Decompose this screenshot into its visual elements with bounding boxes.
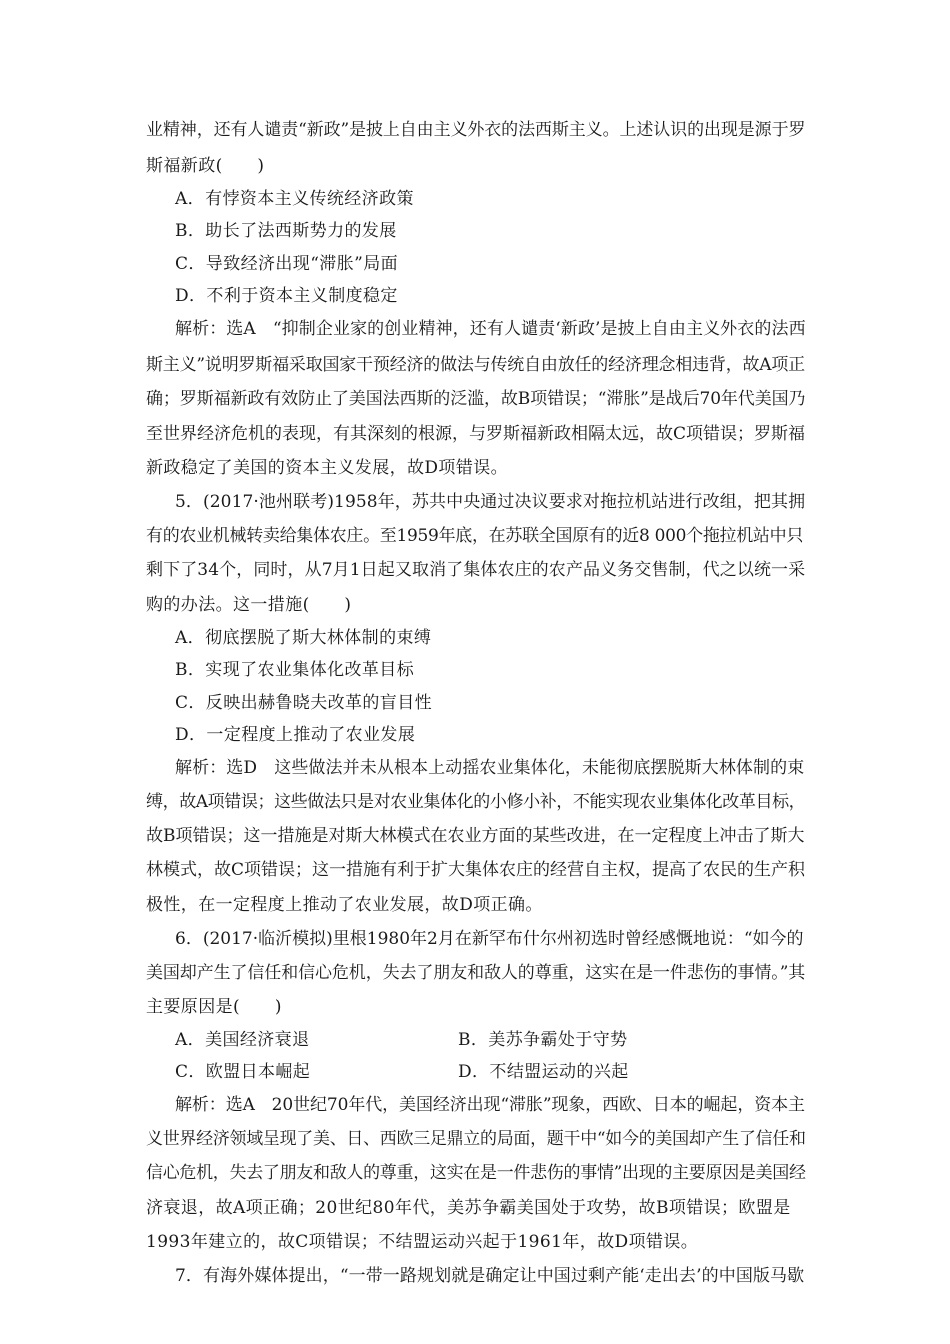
question-6-stem-line: 美国却产生了信任和信心危机，失去了朋友和敌人的尊重，这实在是一件悲伤的事情。”其 — [146, 963, 806, 983]
question-5-analysis-line: 林模式，故C项错误；这一措施有利于扩大集体农庄的经营自主权，提高了农民的生产积 — [146, 860, 806, 880]
question-6-analysis-line: 济衰退，故A项正确；20世纪80年代，美苏争霸美国处于攻势，故B项错误；欧盟是 — [146, 1198, 791, 1218]
question-5-option-a: A．彻底摆脱了斯大林体制的束缚 — [175, 628, 432, 648]
question-7-stem-line: 7．有海外媒体提出，“一带一路规划就是确定让中国过剩产能‘走出去’的中国版马歇 — [175, 1266, 805, 1286]
question-6-analysis-line: 1993年建立的，故C项错误；不结盟运动兴起于1961年，故D项错误。 — [146, 1232, 699, 1252]
question-5-stem-line: 剩下了34个，同时，从7月1日起又取消了集体农庄的农产品义务交售制，代之以统一采 — [146, 560, 806, 580]
question-4-option-c: C．导致经济出现“滞胀”局面 — [175, 254, 398, 274]
question-4-option-b: B．助长了法西斯势力的发展 — [175, 221, 397, 241]
question-5-analysis-line: 极性，在一定程度上推动了农业发展，故D项正确。 — [146, 895, 543, 915]
question-5-option-c: C．反映出赫鲁晓夫改革的盲目性 — [175, 693, 433, 713]
question-6-option-c: C．欧盟日本崛起 — [175, 1062, 311, 1082]
question-5-stem-line: 有的农业机械转卖给集体农庄。至1959年底，在苏联全国原有的近8 000个拖拉机站中只 — [146, 526, 804, 546]
question-4-analysis-line: 至世界经济危机的表现，有其深刻的根源，与罗斯福新政相隔太远，故C项错误；罗斯福 — [146, 424, 806, 444]
question-4-option-a: A．有悖资本主义传统经济政策 — [175, 189, 414, 209]
question-4-option-d: D．不利于资本主义制度稳定 — [175, 286, 398, 306]
question-6-analysis-line: 解析：选A 20世纪70年代，美国经济出现“滞胀”现象，西欧、日本的崛起，资本主 — [175, 1095, 805, 1115]
question-5-analysis-line: 故B项错误；这一措施是对斯大林模式在农业方面的某些改进，在一定程度上冲击了斯大 — [146, 826, 805, 846]
question-5-stem-line: 5．(2017·池州联考)1958年，苏共中央通过决议要求对拖拉机站进行改组，把其拥 — [175, 492, 806, 512]
question-5-analysis-line: 解析：选D 这些做法并未从根本上动摇农业集体化，未能彻底摆脱斯大林体制的束 — [175, 758, 805, 778]
question-6-stem-line: 6．(2017·临沂模拟)里根1980年2月在新罕布什尔州初选时曾经感慨地说：“如今的 — [175, 929, 804, 949]
question-4-stem-line: 斯福新政( ) — [146, 156, 265, 176]
question-4-analysis-line: 新政稳定了美国的资本主义发展，故D项错误。 — [146, 458, 509, 478]
question-6-analysis-line: 义世界经济领域呈现了美、日、西欧三足鼎立的局面，题干中“如今的美国却产生了信任和 — [146, 1129, 806, 1149]
question-4-stem-line: 业精神，还有人谴责“新政”是披上自由主义外衣的法西斯主义。上述认识的出现是源于罗 — [146, 120, 806, 140]
question-4-analysis-line: 解析：选A “抑制企业家的创业精神，还有人谴责‘新政’是披上自由主义外衣的法西 — [175, 319, 806, 339]
question-6-stem-line: 主要原因是( ) — [146, 997, 282, 1017]
question-6-analysis-line: 信心危机，失去了朋友和敌人的尊重，这实在是一件悲伤的事情”出现的主要原因是美国经 — [146, 1163, 806, 1183]
question-4-analysis-line: 确；罗斯福新政有效防止了美国法西斯的泛滥，故B项错误；“滞胀”是战后70年代美国乃 — [146, 389, 806, 409]
question-4-analysis-line: 斯主义”说明罗斯福采取国家干预经济的做法与传统自由放任的经济理念相违背，故A项正 — [146, 355, 805, 375]
question-5-option-d: D．一定程度上推动了农业发展 — [175, 725, 416, 745]
question-5-stem-line: 购的办法。这一措施( ) — [146, 595, 352, 615]
question-5-analysis-line: 缚，故A项错误；这些做法只是对农业集体化的小修小补，不能实现农业集体化改革目标， — [146, 792, 806, 812]
question-6-option-b: B．美苏争霸处于守势 — [458, 1030, 628, 1050]
question-6-option-a: A．美国经济衰退 — [175, 1030, 310, 1050]
question-6-option-d: D．不结盟运动的兴起 — [458, 1062, 629, 1082]
question-5-option-b: B．实现了农业集体化改革目标 — [175, 660, 415, 680]
